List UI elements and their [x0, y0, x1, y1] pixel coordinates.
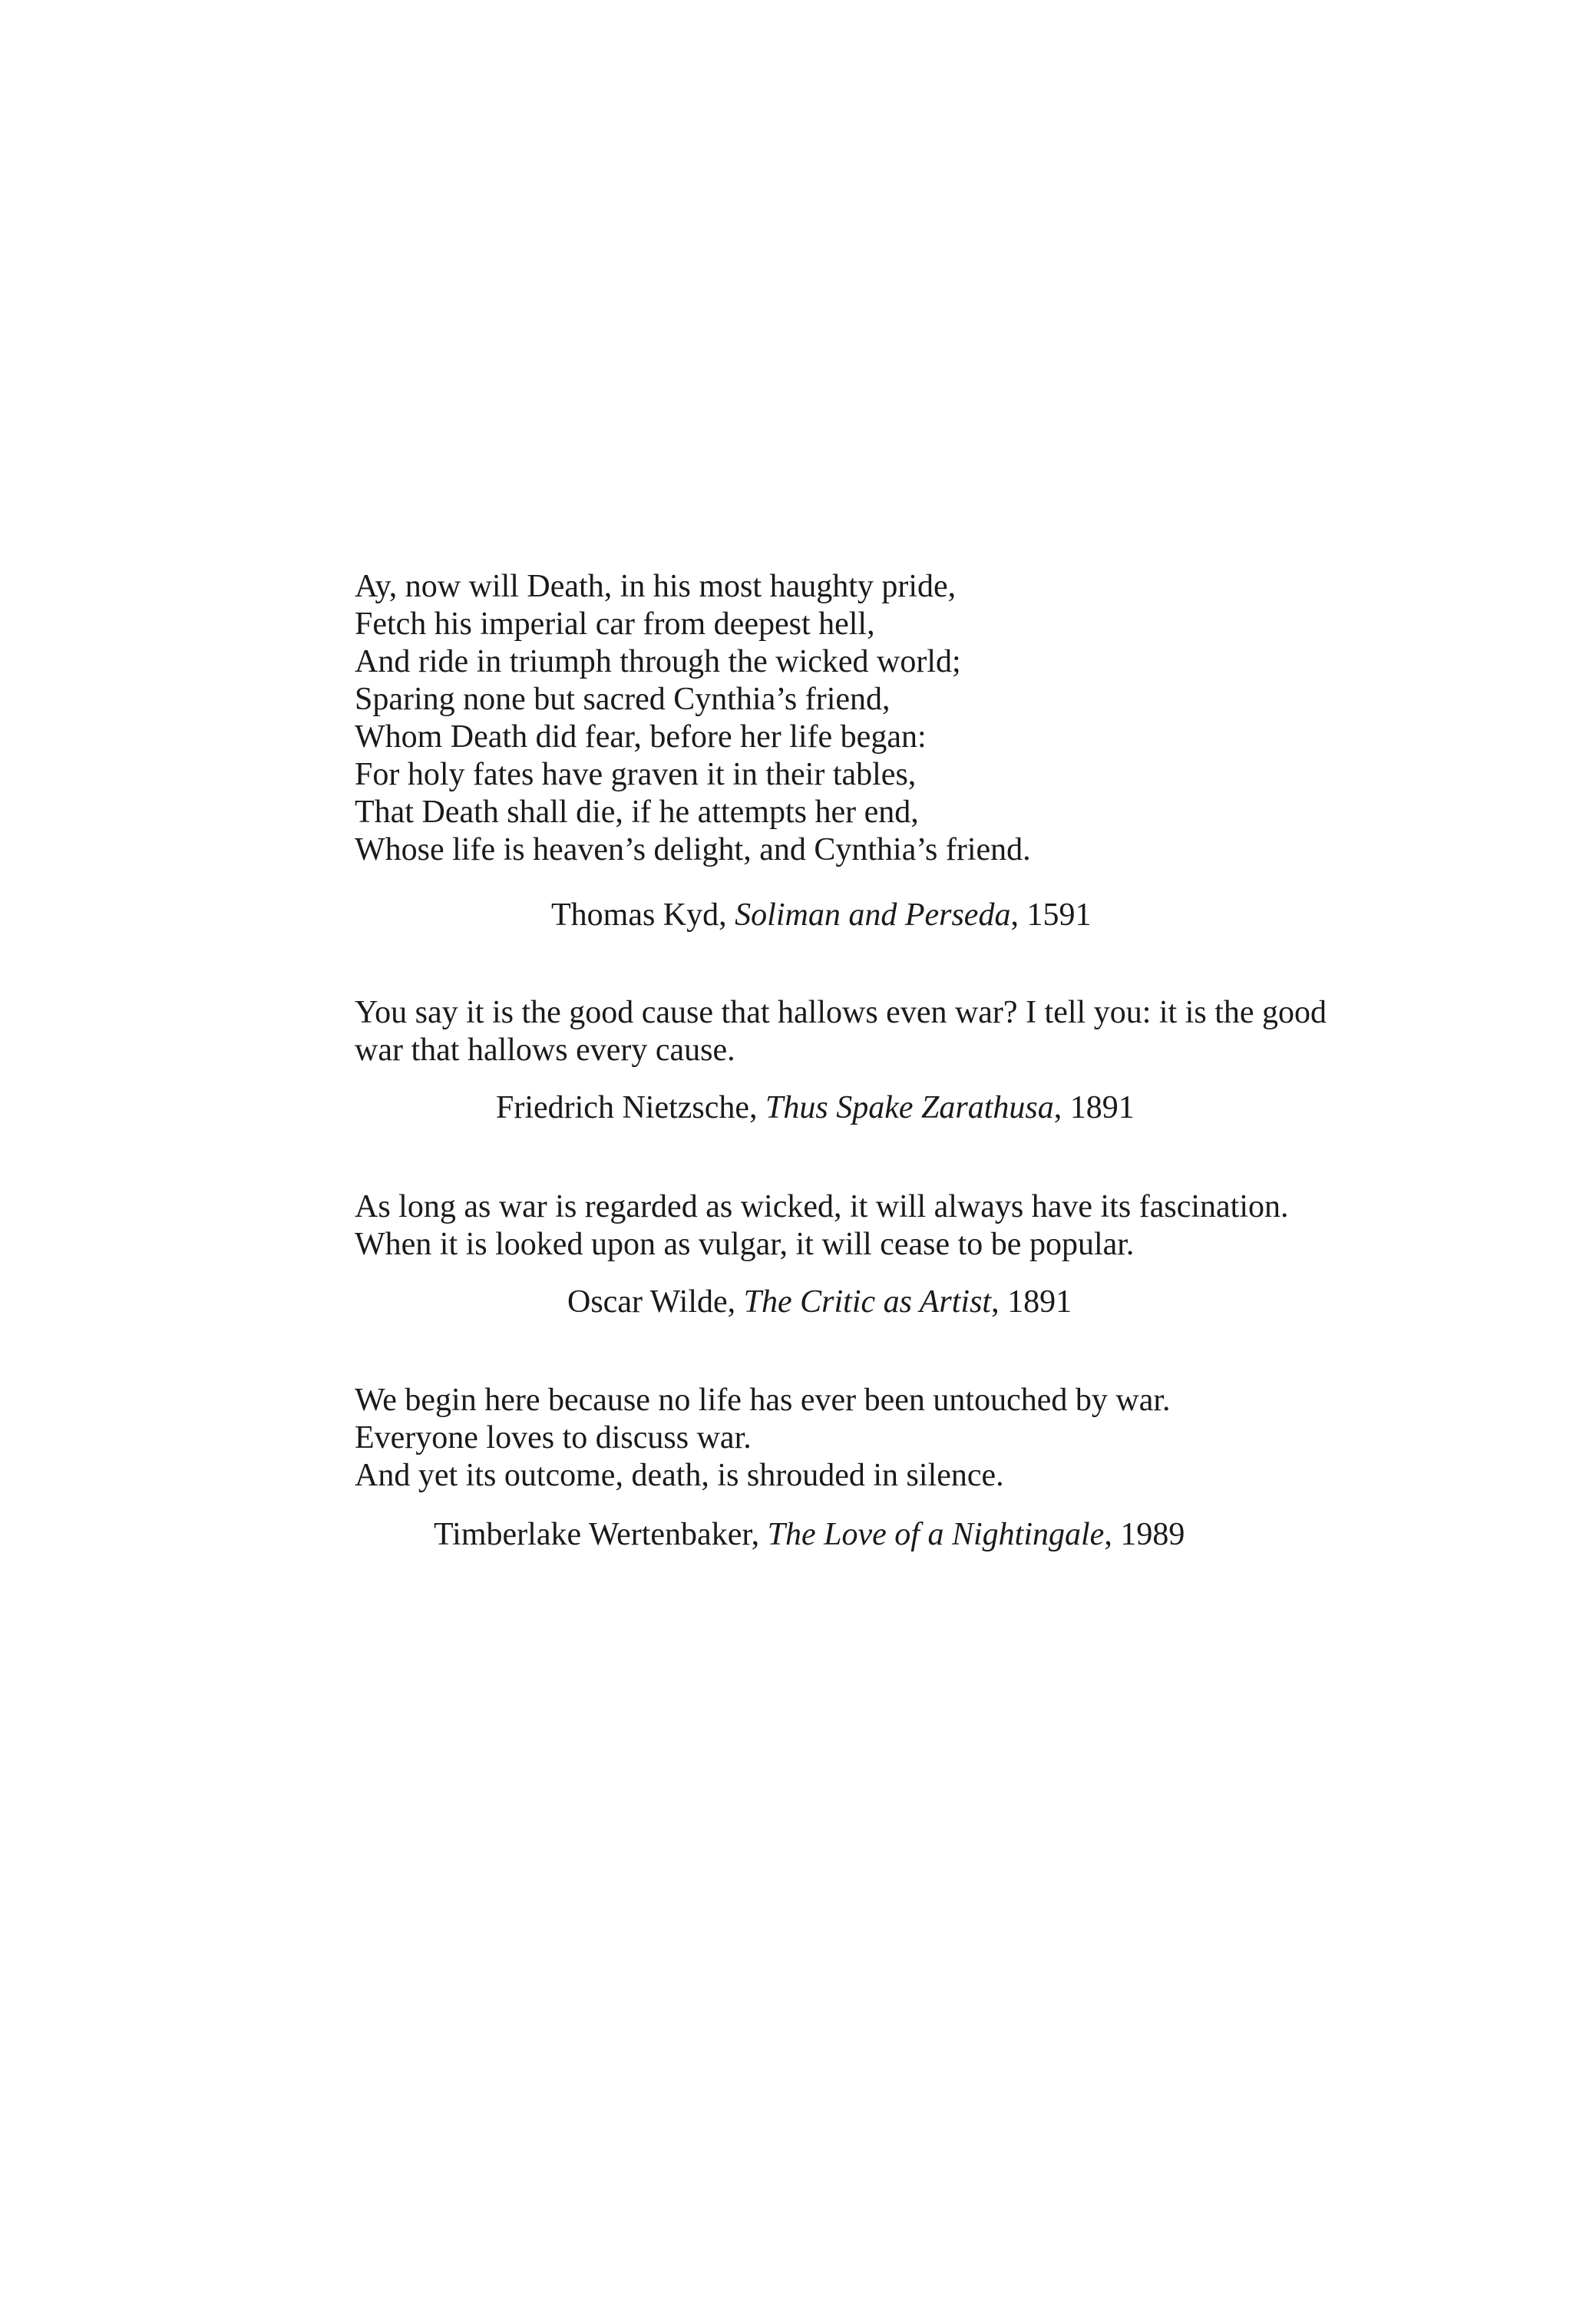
verse-line: Fetch his imperial car from deepest hell, — [355, 606, 875, 642]
attribution-work: The Critic as Artist — [743, 1284, 992, 1320]
attribution-year: , 1591 — [1010, 897, 1092, 933]
attribution-year: , 1891 — [991, 1284, 1072, 1320]
epigraph-wertenbaker — [355, 1382, 1368, 1552]
attribution — [567, 1284, 1072, 1321]
quote-line: We begin here because no life has ever been untouched by war. — [355, 1383, 1171, 1418]
attribution-year: , 1891 — [1053, 1090, 1135, 1125]
attribution-author: Oscar Wilde, — [567, 1284, 736, 1320]
verse-line: Sparing none but sacred Cynthia’s friend, — [355, 682, 891, 717]
quote-line: And yet its outcome, death, is shrouded in silence. — [355, 1458, 1004, 1493]
quote-line: war that hallows every cause. — [355, 1033, 735, 1068]
attribution — [434, 1516, 1185, 1554]
attribution-author: Friedrich Nietzsche, — [496, 1090, 758, 1125]
epigraph-nietzsche — [355, 994, 1368, 1125]
attribution — [496, 1089, 1135, 1127]
verse-line: And ride in triumph through the wicked world; — [355, 644, 961, 679]
verse-line: That Death shall die, if he attempts her end, — [355, 795, 919, 830]
attribution-year: , 1989 — [1104, 1517, 1185, 1552]
attribution-author: Thomas Kyd, — [551, 897, 727, 933]
quote-line: You say it is the good cause that hallows even war? I tell you: it is the good — [355, 995, 1327, 1030]
epigraph-kyd — [355, 568, 1368, 933]
verse-line: Whose life is heaven’s delight, and Cynthia’s friend. — [355, 832, 1031, 867]
verse-line: Whom Death did fear, before her life began: — [355, 719, 927, 755]
attribution-work: The Love of a Nightingale — [767, 1517, 1105, 1552]
epigraph-wilde — [355, 1188, 1368, 1320]
verse-line: Ay, now will Death, in his most haughty pride, — [355, 569, 957, 604]
quote-line: As long as war is regarded as wicked, it will always have its fascination. — [355, 1189, 1289, 1224]
quote-line: Everyone loves to discuss war. — [355, 1420, 752, 1456]
verse-line: For holy fates have graven it in their tables, — [355, 757, 917, 792]
attribution-author: Timberlake Wertenbaker, — [434, 1517, 760, 1552]
attribution — [551, 897, 1091, 934]
attribution-work: Soliman and Perseda — [735, 897, 1011, 933]
attribution-work: Thus Spake Zarathusa — [765, 1090, 1054, 1125]
quote-line: When it is looked upon as vulgar, it will cease to be popular. — [355, 1227, 1135, 1262]
